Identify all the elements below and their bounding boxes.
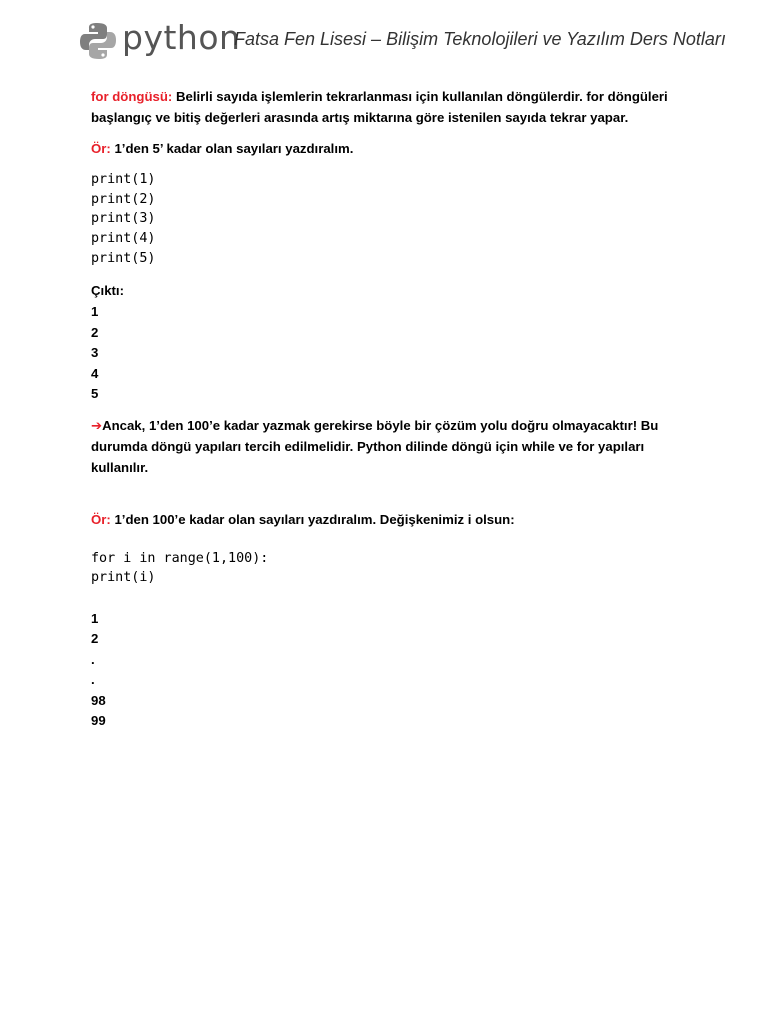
output-line: 2	[91, 631, 99, 647]
example1-code-block	[91, 170, 691, 269]
output-line: 1	[91, 304, 99, 320]
code-line: for i in range(1,100):	[91, 550, 269, 566]
output-line: .	[91, 672, 95, 688]
code-line: print(i)	[91, 570, 156, 586]
example1-heading	[91, 138, 691, 159]
output-line: 99	[91, 713, 106, 729]
example2-output	[91, 609, 691, 732]
code-line: print(4)	[91, 231, 156, 247]
output-line: 4	[91, 365, 99, 381]
example2-heading	[91, 509, 691, 530]
code-line: print(2)	[91, 191, 156, 207]
intro-text: Belirli sayıda işlemlerin tekrarlanması için kullanılan döngülerdir. for döngüleri başlangıç ve bitiş değerleri arasında artış miktarına göre istenilen sayıda tekrar yapar.	[91, 89, 668, 125]
page-header	[80, 18, 726, 64]
code-line: print(5)	[91, 250, 156, 266]
code-line: print(1)	[91, 172, 156, 187]
document-body	[91, 86, 691, 732]
header-title: Fatsa Fen Lisesi – Bilişim Teknolojileri ve Yazılım Ders Notları	[234, 29, 726, 49]
example1-label: Ör:	[91, 141, 111, 156]
note-text: Ancak, 1’den 100’e kadar yazmak gerekirse böyle bir çözüm yolu doğru olmayacaktır! Bu durumda döngü yapıları tercih edilmelidir. Python dilinde döngü için while ve for yapıları kullanılır.	[91, 417, 659, 475]
output-label: Çıktı:	[91, 282, 124, 298]
output-line: .	[91, 651, 95, 667]
example1-output	[91, 302, 691, 405]
right-arrow-icon: ➔	[91, 417, 103, 433]
code-line: print(3)	[91, 211, 156, 227]
term-for-loop: for döngüsü:	[91, 89, 173, 104]
example1-text: 1’den 5’ kadar olan sayıları yazdıralım.	[110, 141, 354, 156]
note-paragraph	[91, 415, 691, 478]
example2-code-block	[91, 549, 691, 588]
example2-text: 1’den 100’e kadar olan sayıları yazdıralım. Değişkenimiz i olsun:	[110, 511, 515, 527]
logo-wordmark: python	[122, 18, 241, 57]
intro-paragraph	[91, 86, 691, 128]
output-line: 5	[91, 386, 99, 402]
output-line: 1	[91, 610, 99, 626]
output-line: 3	[91, 345, 99, 361]
python-logo-icon	[80, 22, 116, 60]
output-line: 2	[91, 324, 99, 340]
output-line: 98	[91, 692, 106, 708]
example2-label: Ör:	[91, 511, 111, 527]
